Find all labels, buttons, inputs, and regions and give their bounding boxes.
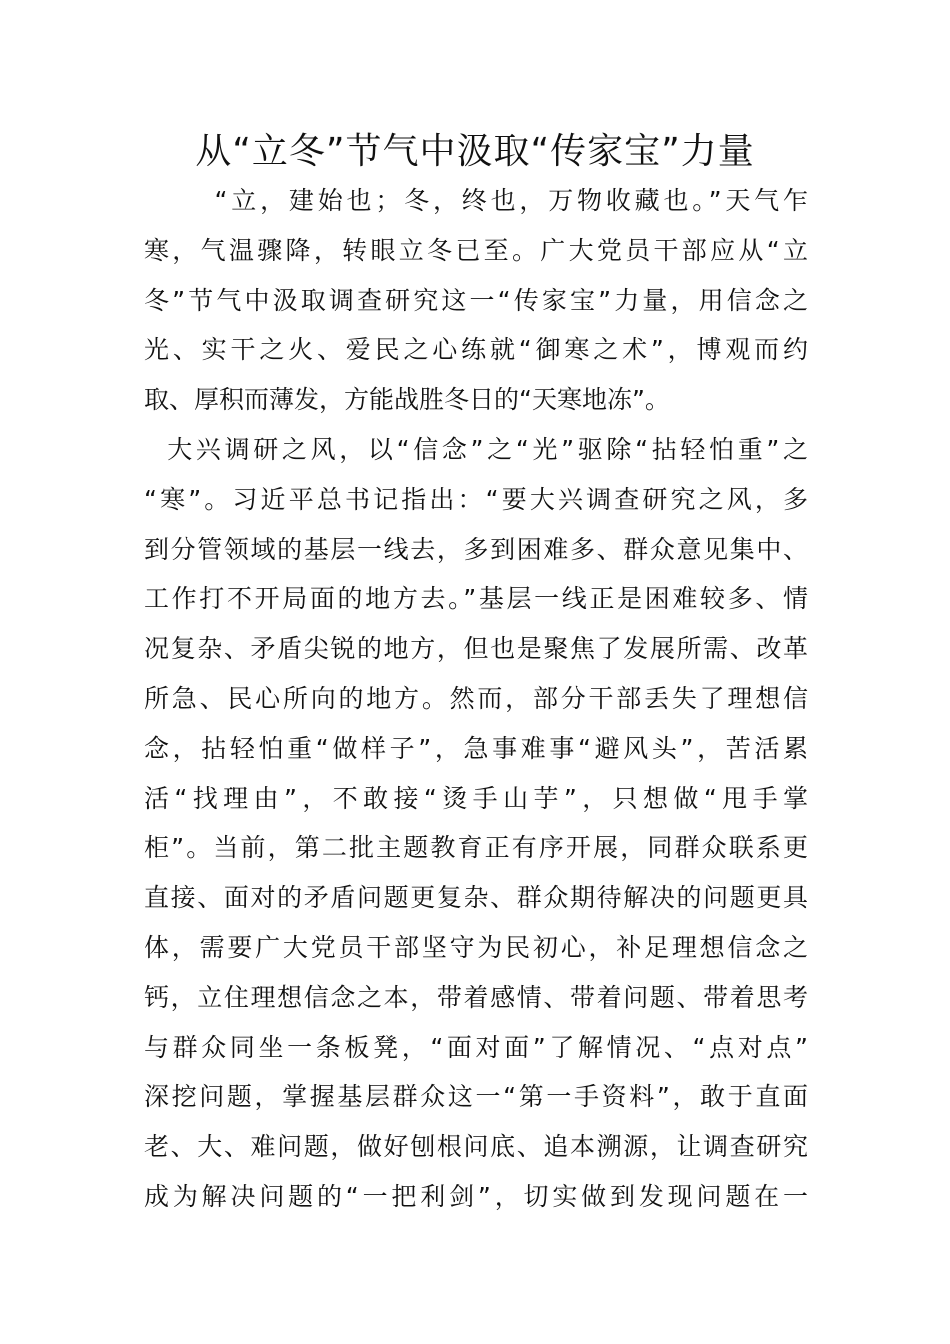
text-line: “立，建始也；冬，终也，万物收藏也。”天气乍 bbox=[144, 186, 808, 215]
text-line: 深挖问题，掌握基层群众这一“第一手资料”，敢于直面 bbox=[144, 1082, 808, 1112]
document-body bbox=[144, 176, 808, 1222]
text-line: “寒”。习近平总书记指出：“要大兴调查研究之风，多 bbox=[144, 484, 808, 514]
text-line: 直接、面对的矛盾问题更复杂、群众期待解决的问题更具 bbox=[144, 883, 808, 913]
text-line: 所急、民心所向的地方。然而，部分干部丢失了理想信 bbox=[144, 683, 808, 713]
text-line: 寒，气温骤降，转眼立冬已至。广大党员干部应从“立 bbox=[144, 235, 808, 265]
text-line: 光、实干之火、爱民之心练就“御寒之术”，博观而约 bbox=[144, 335, 808, 365]
document-title: 从“立冬”节气中汲取“传家宝”力量 bbox=[195, 131, 755, 172]
text-line: 冬”节气中汲取调查研究这一“传家宝”力量，用信念之 bbox=[144, 285, 808, 315]
text-line: 工作打不开局面的地方去。”基层一线正是困难较多、情 bbox=[144, 584, 808, 614]
text-line: 况复杂、矛盾尖锐的地方，但也是聚焦了发展所需、改革 bbox=[144, 634, 808, 664]
text-line: 大兴调研之风，以“信念”之“光”驱除“拈轻怕重”之 bbox=[144, 434, 808, 464]
text-line: 念，拈轻怕重“做样子”，急事难事“避风头”，苦活累 bbox=[144, 733, 808, 763]
text-line: 到分管领域的基层一线去，多到困难多、群众意见集中、 bbox=[144, 534, 808, 564]
text-line: 柜”。当前，第二批主题教育正有序开展，同群众联系更 bbox=[144, 833, 808, 863]
text-line: 活“找理由”，不敢接“烫手山芋”，只想做“甩手掌 bbox=[144, 783, 808, 813]
text-line: 老、大、难问题，做好刨根问底、追本溯源，让调查研究 bbox=[144, 1132, 808, 1162]
text-line: 钙，立住理想信念之本，带着感情、带着问题、带着思考 bbox=[144, 982, 808, 1012]
text-line: 成为解决问题的“一把利剑”，切实做到发现问题在一 bbox=[144, 1181, 808, 1211]
text-line: 体，需要广大党员干部坚守为民初心，补足理想信念之 bbox=[144, 932, 808, 962]
text-line: 取、厚积而薄发，方能战胜冬日的“天寒地冻”。 bbox=[144, 385, 670, 415]
text-line: 与群众同坐一条板凳，“面对面”了解情况、“点对点” bbox=[144, 1032, 808, 1062]
